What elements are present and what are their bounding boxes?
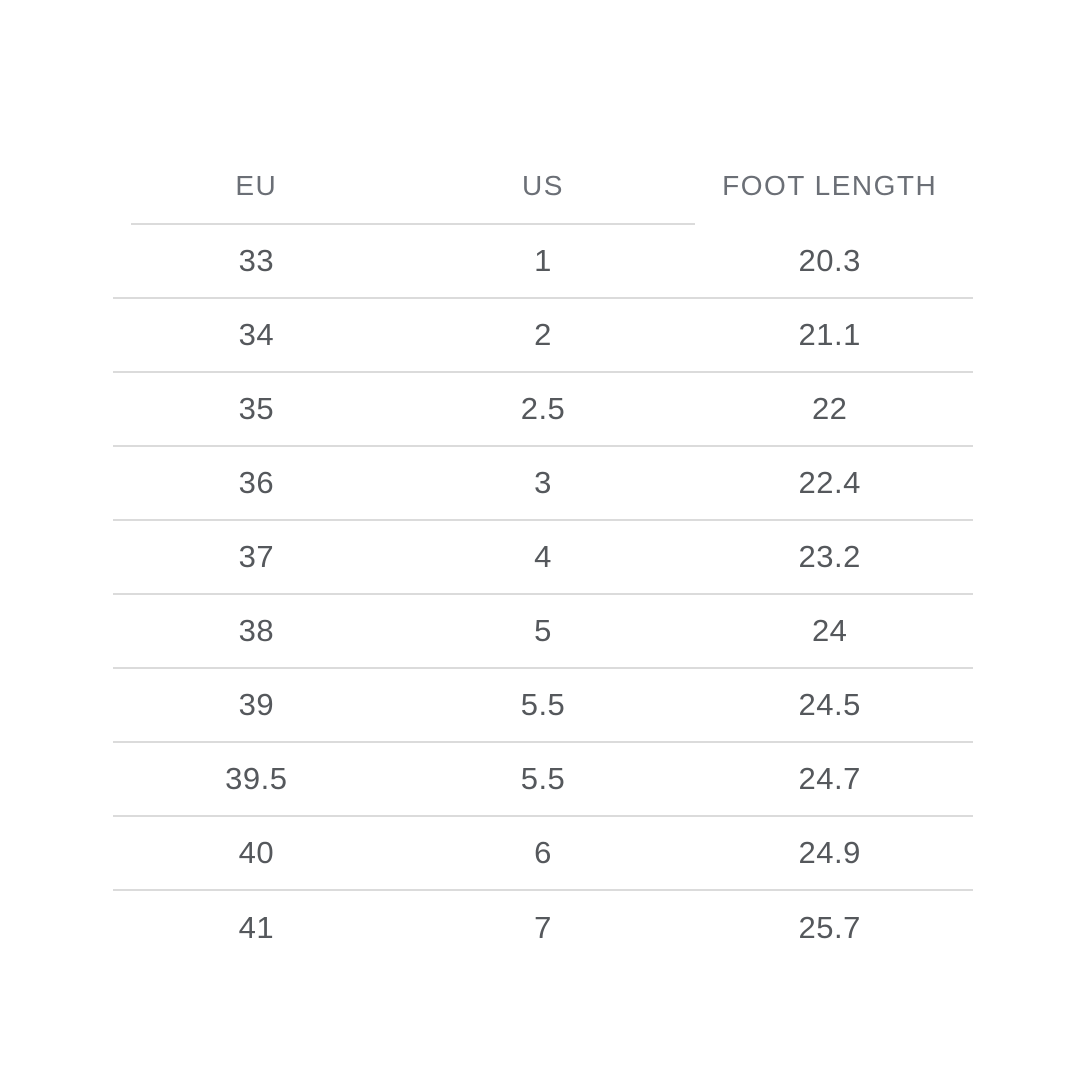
cell-us: 4 [534, 539, 552, 574]
table-row [113, 299, 973, 373]
cell-eu: 41 [238, 910, 275, 945]
cell-foot-length: 21.1 [798, 317, 861, 352]
table-row [113, 817, 973, 891]
cell-foot-length: 24.9 [798, 835, 861, 870]
cell-us: 5.5 [520, 761, 566, 796]
column-header-us: US [522, 169, 564, 201]
table-row [113, 447, 973, 521]
table-row [113, 373, 973, 447]
table-row [113, 891, 973, 965]
cell-foot-length: 20.3 [798, 243, 861, 278]
column-header-eu: EU [235, 169, 278, 201]
table-row [113, 743, 973, 817]
size-chart-table [113, 148, 973, 965]
cell-us: 5 [534, 613, 552, 648]
cell-eu: 35 [238, 391, 275, 426]
cell-foot-length: 24 [811, 613, 848, 648]
cell-eu: 36 [238, 465, 275, 500]
cell-eu: 39 [238, 687, 275, 722]
cell-foot-length: 22 [811, 391, 848, 426]
cell-us: 7 [534, 910, 552, 945]
cell-us: 5.5 [520, 687, 566, 722]
cell-eu: 34 [238, 317, 275, 352]
cell-foot-length: 22.4 [798, 465, 861, 500]
table-row [113, 669, 973, 743]
table-header-row [113, 148, 973, 223]
cell-foot-length: 24.5 [798, 687, 861, 722]
table-row [113, 595, 973, 669]
cell-foot-length: 24.7 [798, 761, 861, 796]
cell-eu: 39.5 [225, 761, 288, 796]
cell-us: 1 [534, 243, 552, 278]
cell-eu: 38 [238, 613, 275, 648]
cell-eu: 33 [238, 243, 275, 278]
cell-eu: 40 [238, 835, 275, 870]
column-header-foot-length: FOOT LENGTH [722, 169, 938, 201]
cell-us: 2 [534, 317, 552, 352]
cell-foot-length: 25.7 [798, 910, 861, 945]
cell-us: 2.5 [520, 391, 566, 426]
table-row [113, 521, 973, 595]
cell-us: 6 [534, 835, 552, 870]
cell-us: 3 [534, 465, 552, 500]
cell-eu: 37 [238, 539, 275, 574]
table-row [113, 225, 973, 299]
cell-foot-length: 23.2 [798, 539, 861, 574]
